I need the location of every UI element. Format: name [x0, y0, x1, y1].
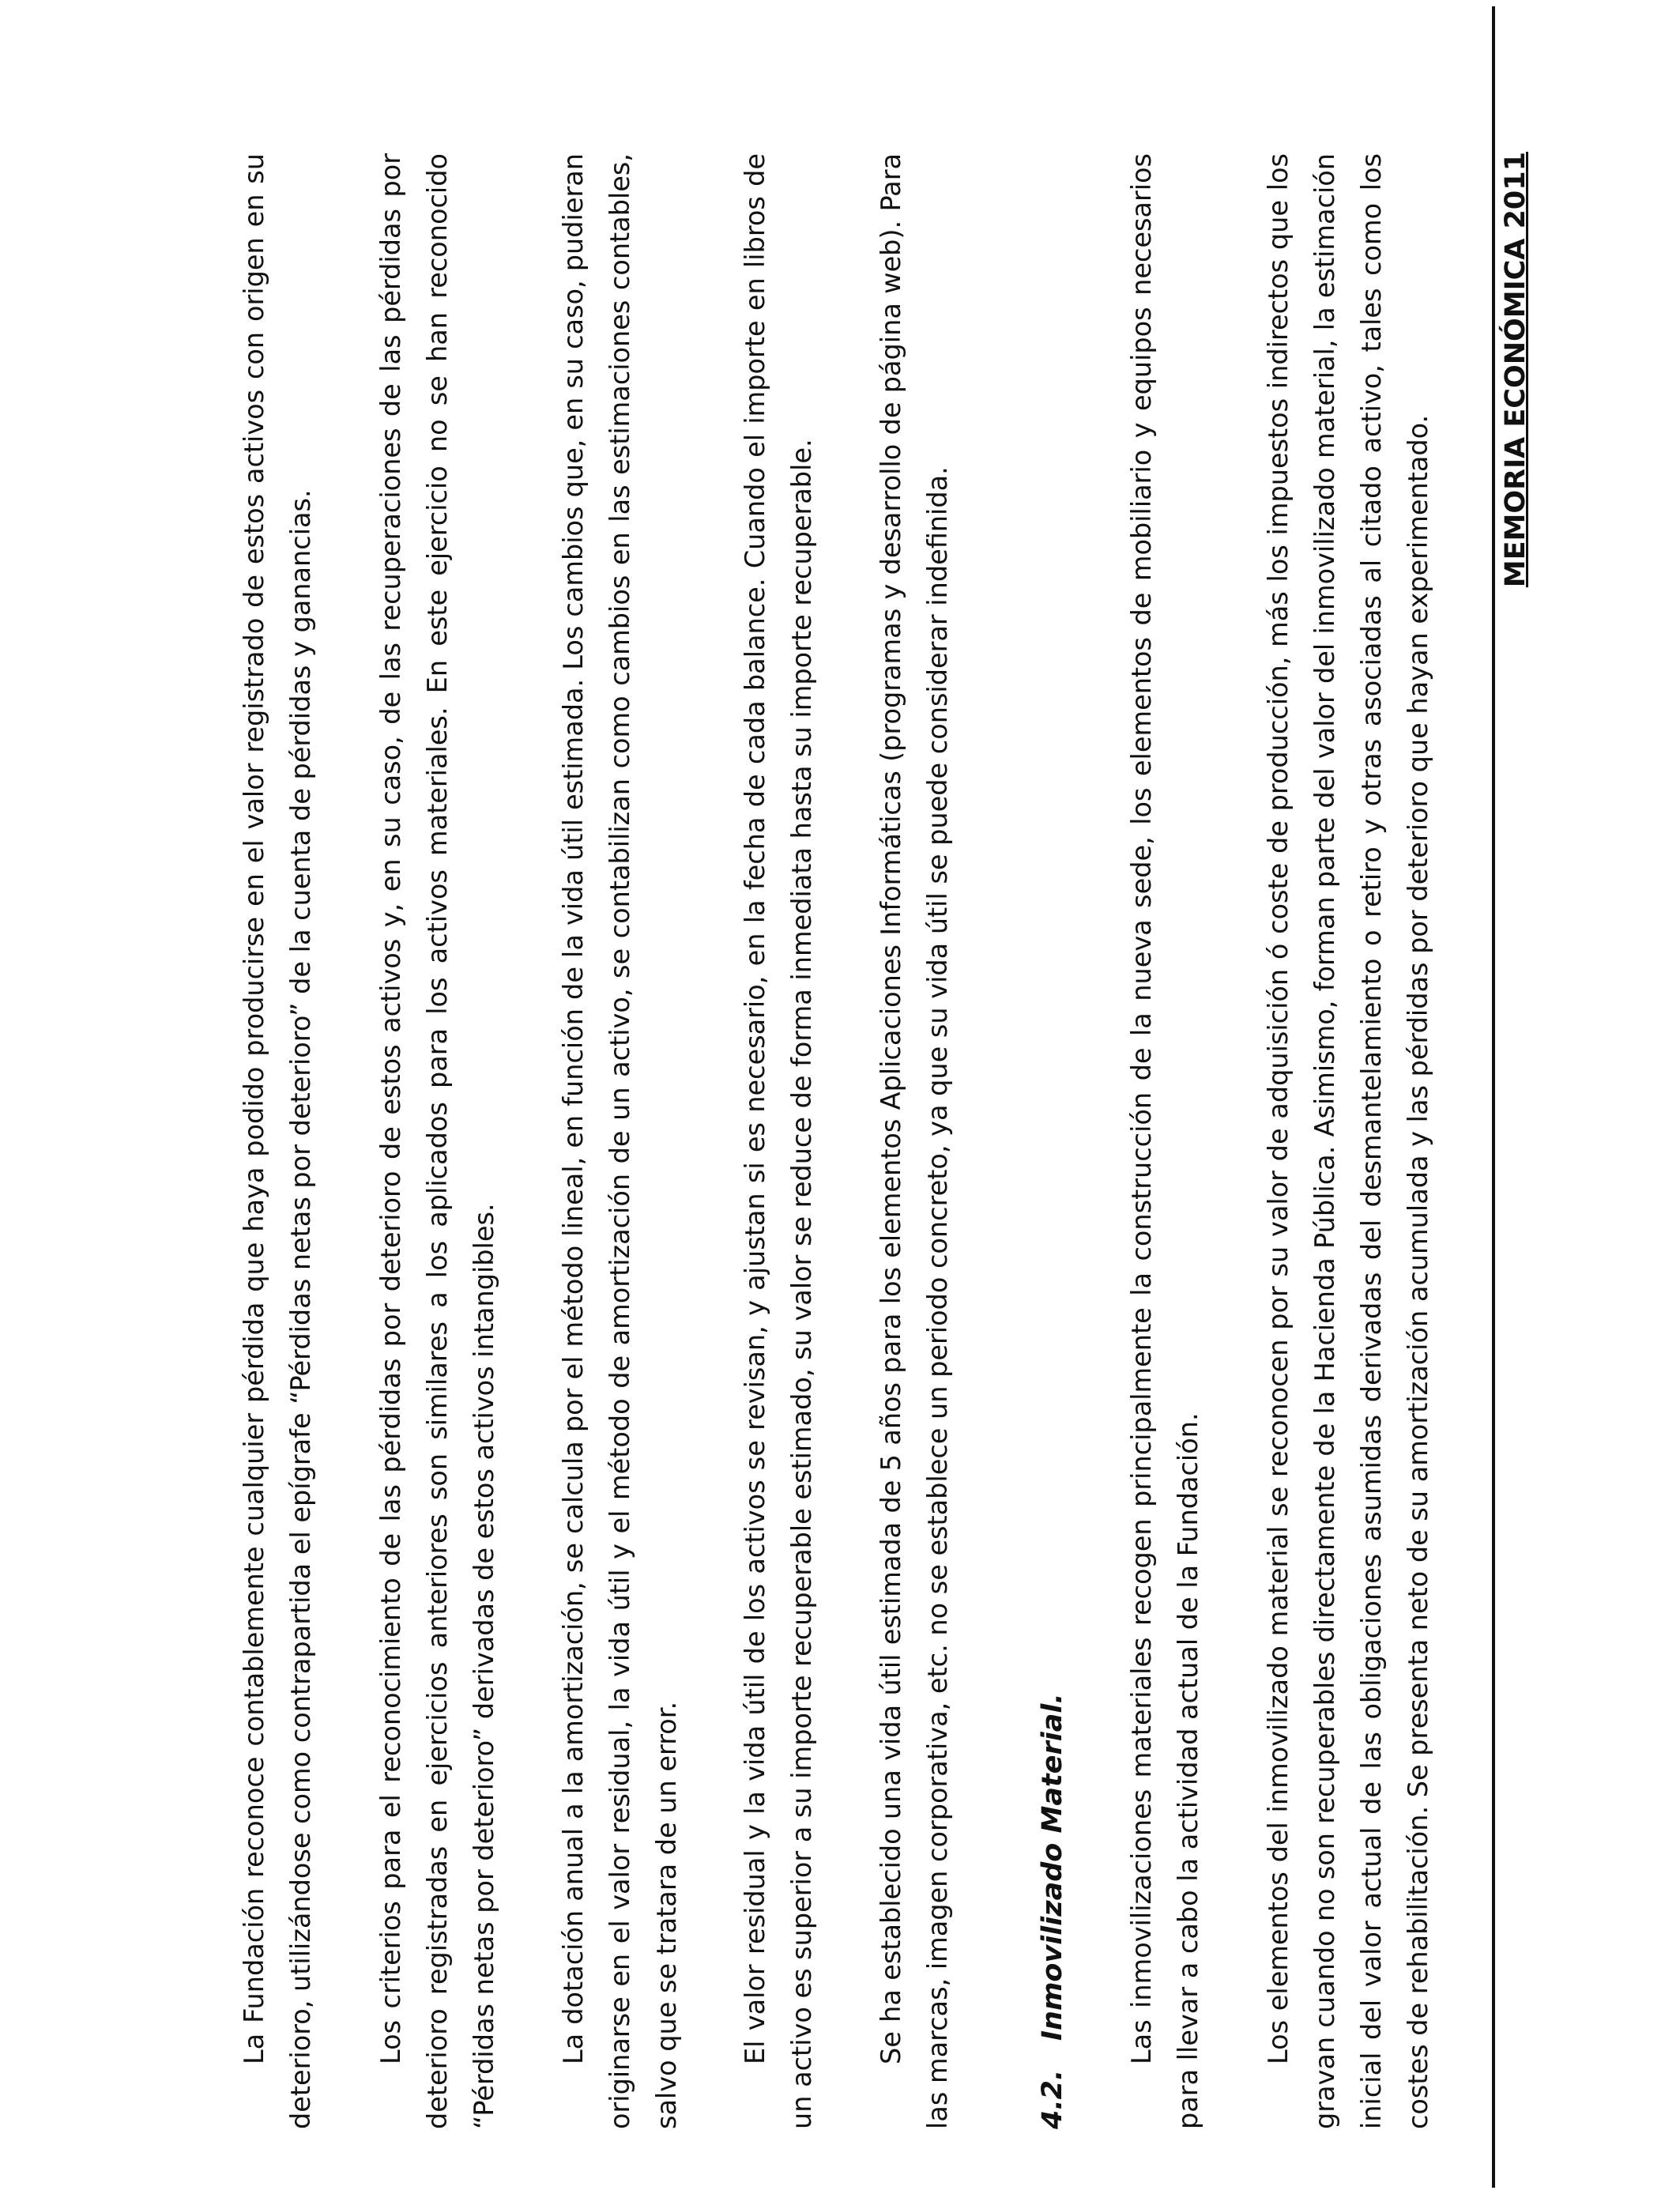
paragraph-valor-residual: El valor residual y la vida útil de los activos se revisan, y ajustan si es necesario, en la fecha de cada balance. Cuando el importe en libros de un activo es superior a su importe recuperable estimado, su valor se reduce de forma inmediata hasta su importe recuperable.	[740, 153, 817, 2129]
paragraph-inmovilizaciones: Las inmovilizaciones materiales recogen principalmente la construcción de la nueva sede, los elementos de mobiliario y equipos necesarios para llevar a cabo la actividad actual de la Fundación.	[1126, 153, 1203, 2129]
paragraph-criterios-deterioro: Los criterios para el reconocimiento de las pérdidas por deterioro de estos activos y, en su caso, de las recuperaciones de las pérdidas por deterioro registradas en ejercicios anteriores son similares a los aplicados para los activos materiales. En este ejercicio no se han reconocido “Pérdidas netas por deterioro” derivadas de estos activos intangibles.	[375, 153, 499, 2129]
paragraph-vida-util: Se ha establecido una vida útil estimada de 5 años para los elementos Aplicaciones Informáticas (programas y desarrollo de página web). Para las marcas, imagen corporativa, etc. no se establece un periodo concreto, ya que su vida útil se puede considerar indefinida.	[876, 153, 953, 2129]
section-heading	[1030, 153, 1076, 2129]
document-header-title: MEMORIA ECONÓMICA 2011	[1500, 152, 1531, 588]
document-body	[0, 153, 1486, 2129]
section-title: Inmovilizado Material.	[1037, 1693, 1068, 2041]
paragraph-deterioro: La Fundación reconoce contablemente cualquier pérdida que haya podido producirse en el valor registrado de estos activos con origen en su deterioro, utilizándose como contrapartida el epígrafe “Pérdidas netas por deterioro” de la cuenta de pérdidas y ganancias.	[239, 153, 316, 2129]
header-rule	[1492, 6, 1495, 2188]
paragraph-amortizacion: La dotación anual a la amortización, se calcula por el método lineal, en función de la vida útil estimada. Los cambios que, en su caso, pudieran originarse en el valor residual, la vida útil y el método de amortización de un activo, se contabilizan como cambios en las estimaciones contables, salvo que se tratara de un error.	[558, 153, 682, 2129]
section-number: 4.2.	[1037, 2069, 1068, 2129]
paragraph-elementos-inmovilizado: Los elementos del inmovilizado material se reconocen por su valor de adquisición ó coste de producción, más los impuestos indirectos que los gravan cuando no son recuperables directamente de la Hacienda Pública. Asimismo, forman parte del valor del inmovilizado material, la estimación inicial del valor actual de las obligaciones asumidas derivadas del desmantelamiento o retiro y otras asociadas al citado activo, tales como los costes de rehabilitación. Se presenta neto de su amortización acumulada y las pérdidas por deterioro que hayan experimentado.	[1263, 153, 1433, 2129]
